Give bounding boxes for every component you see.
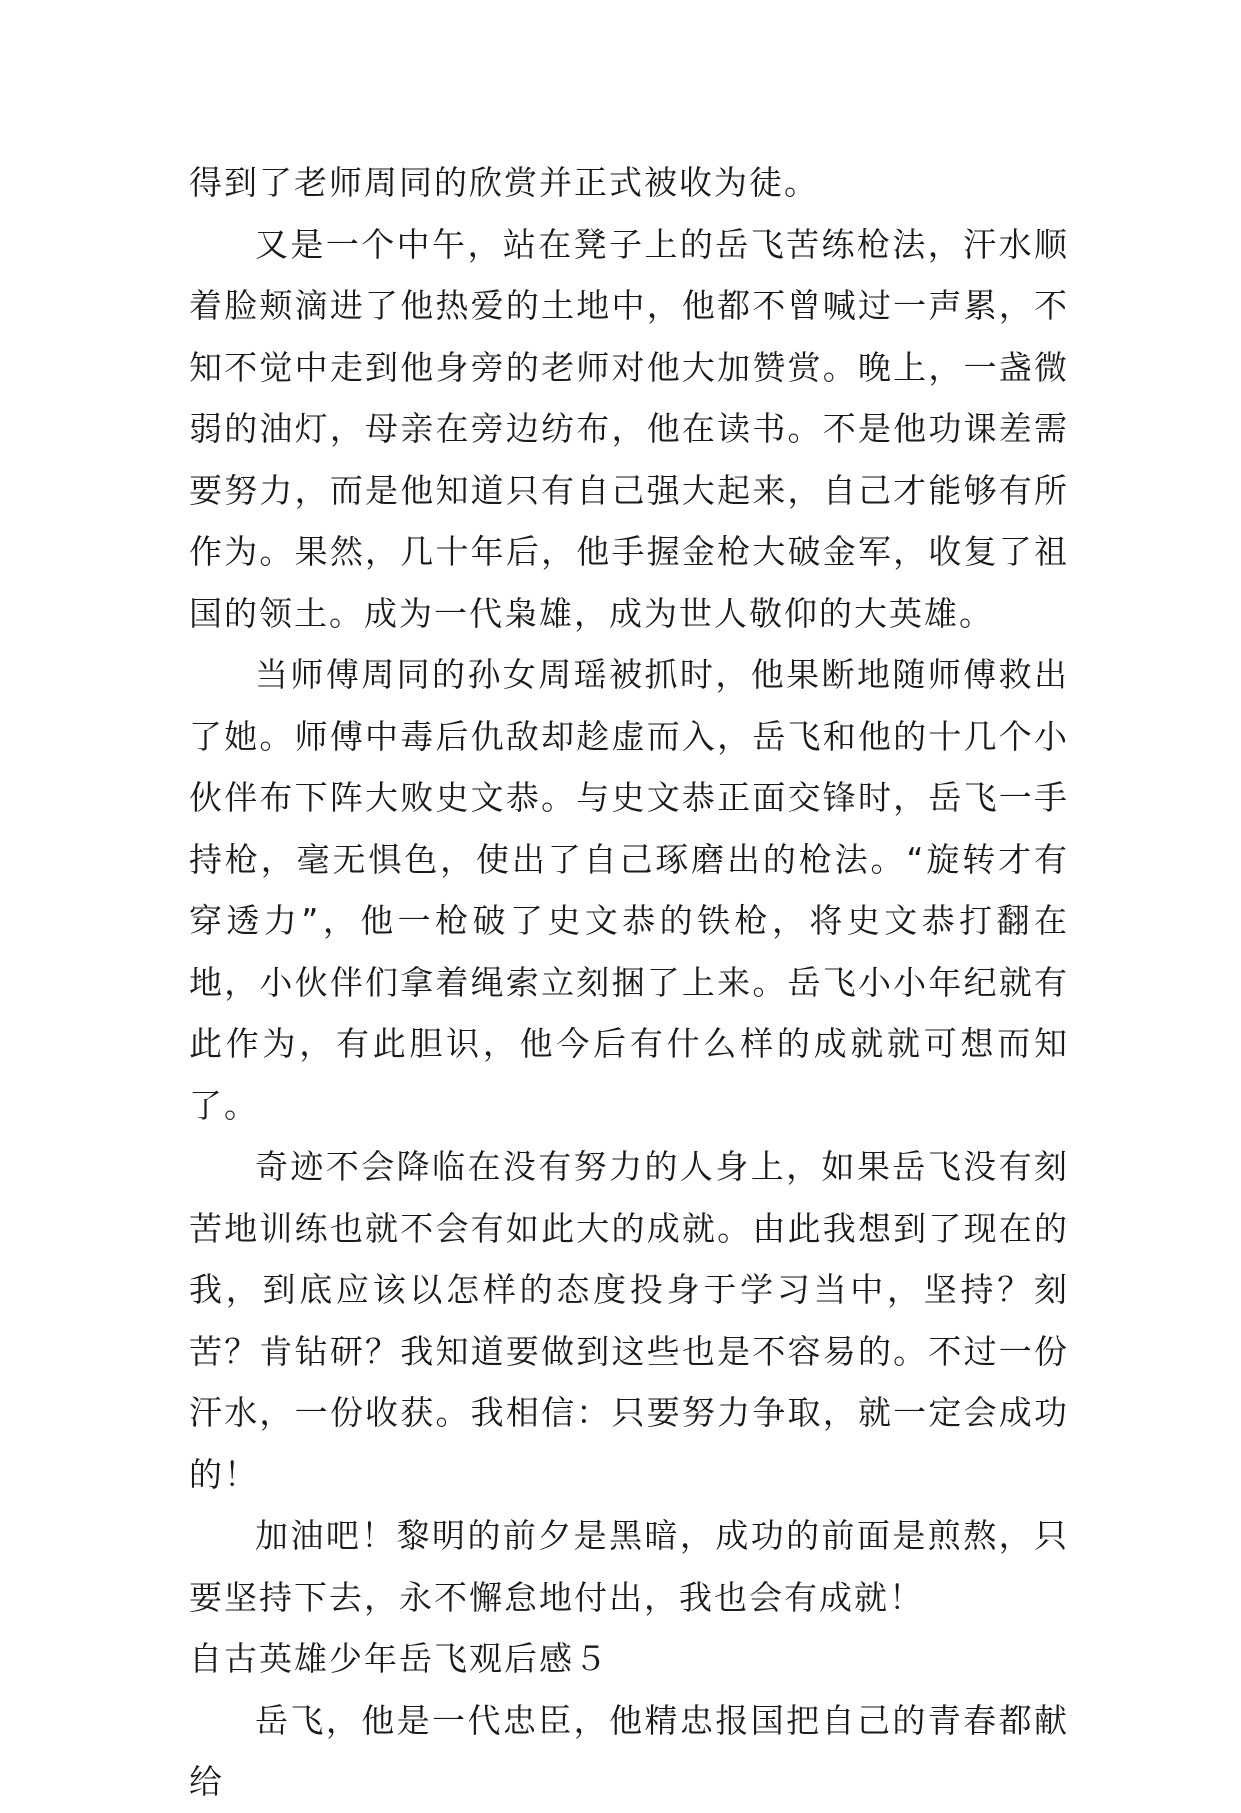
paragraph: 岳飞，他是一代忠臣，他精忠报国把自己的青春都献给 — [189, 1700, 1069, 1801]
section-heading: 自古英雄少年岳飞观后感５ — [189, 1639, 609, 1678]
paragraph: 又是一个中午，站在凳子上的岳飞苦练枪法，汗水顺着脸颊滴进了他热爱的土地中，他都不曾喊过一声累，不知不觉中走到他身旁的老师对他大加赞赏。晚上，一盏微弱的油灯，母亲在旁边纺布，他在读书。不是他功课差需要努力，而是他知道只有自己强大起来，自己才能够有所作为。果然，几十年后，他手握金枪大破金军，收复了祖国的领土。成为一代枭雄，成为世人敬仰的大英雄。 — [189, 224, 1069, 633]
paragraph: 加油吧！黎明的前夕是黑暗，成功的前面是煎熬，只要坚持下去，永不懈怠地付出，我也会有成就！ — [189, 1516, 1069, 1617]
paragraph: 奇迹不会降临在没有努力的人身上，如果岳飞没有刻苦地训练也就不会有如此大的成就。由此我想到了现在的我，到底应该以怎样的态度投身于学习当中，坚持？刻苦？肯钻研？我知道要做到这些也是不容易的。不过一份汗水，一份收获。我相信：只要努力争取，就一定会成功的！ — [189, 1147, 1069, 1494]
paragraph: 当师傅周同的孙女周瑶被抓时，他果断地随师傅救出了她。师傅中毒后仇敌却趁虚而入，岳飞和他的十几个小伙伴布下阵大败史文恭。与史文恭正面交锋时，岳飞一手持枪，毫无惧色，使出了自己琢磨出的枪法。“旋转才有穿透力”，他一枪破了史文恭的铁枪，将史文恭打翻在地，小伙伴们拿着绳索立刻捆了上来。岳飞小小年纪就有此作为，有此胆识，他今后有什么样的成就就可想而知了。 — [189, 655, 1069, 1125]
document-body — [189, 152, 1069, 1813]
paragraph-continued: 得到了老师周同的欣赏并正式被收为徒。 — [189, 163, 819, 202]
